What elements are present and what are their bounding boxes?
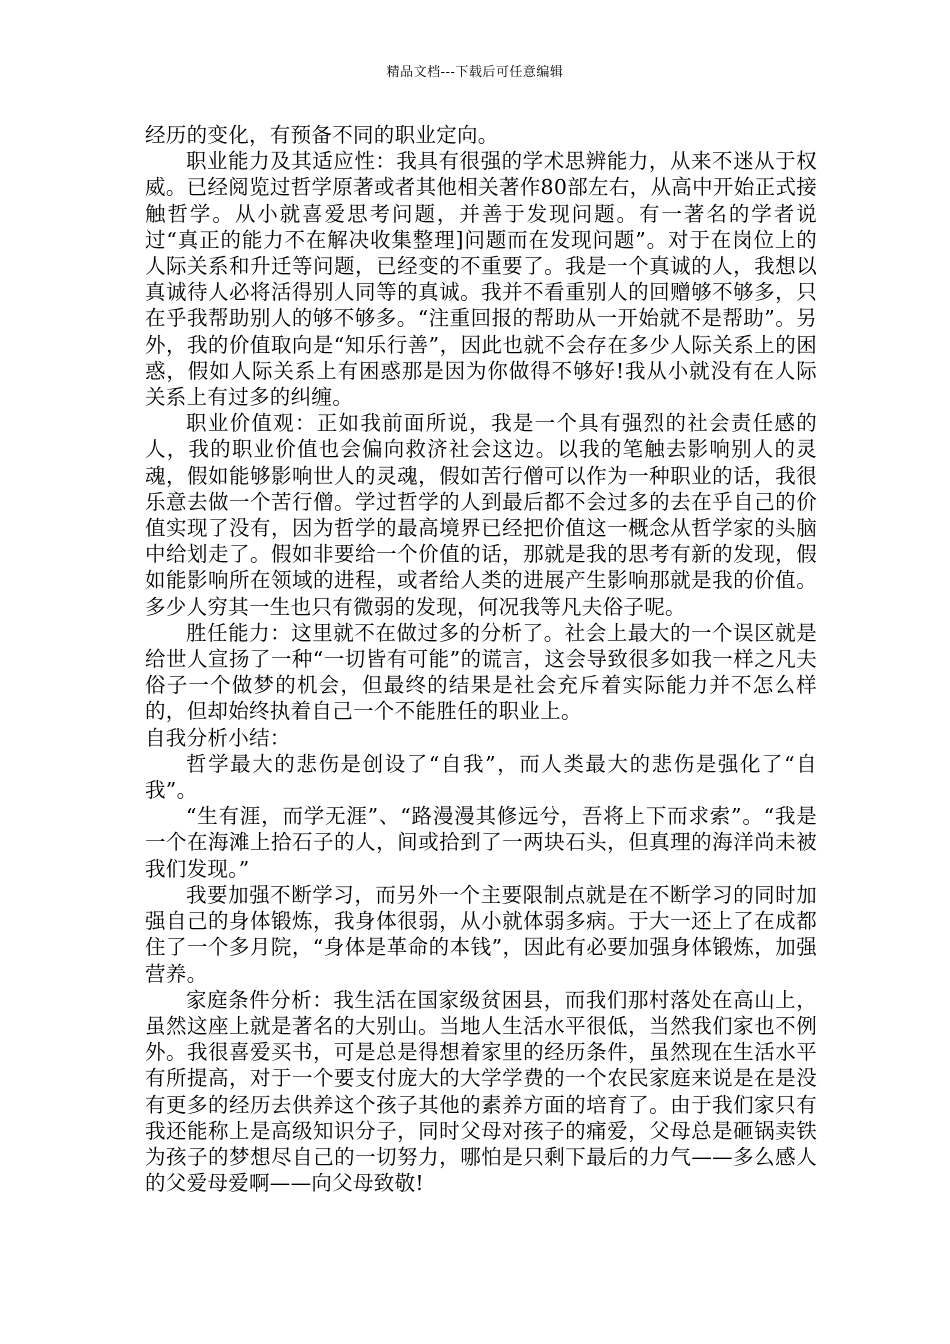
document-body xyxy=(145,122,817,1196)
paragraph-philosophy-self: 哲学最大的悲伤是创设了“自我”，而人类最大的悲伤是强化了“自我”。 xyxy=(145,751,817,803)
paragraph-family-conditions: 家庭条件分析：我生活在国家级贫困县，而我们那村落处在高山上，虽然这座上就是著名的大别山。当地人生活水平很低，当然我们家也不例外。我很喜爱买书，可是总是得想着家里的经历条件，虽然现在生活水平有所提高，对于一个要支付庞大的大学学费的一个农民家庭来说是在是没有更多的经历去供养这个孩子其他的素养方面的培育了。由于我们家只有我还能称上是高级知识分子，同时父母对孩子的痛爱，父母总是砸锅卖铁为孩子的梦想尽自己的一切努力，哪怕是只剩下最后的力气——多么感人的父爱母爱啊——向父母致敬! xyxy=(145,987,817,1196)
paragraph-career-ability: 职业能力及其适应性：我具有很强的学术思辨能力，从来不迷从于权威。已经阅览过哲学原著或者其他相关著作80部左右，从高中开始正式接触哲学。从小就喜爱思考问题，并善于发现问题。有一著名的学者说过“真正的能力不在解决收集整理]问题而在发现问题”。对于在岗位上的人际关系和升迁等问题，已经变的不重要了。我是一个真诚的人，我想以真诚待人必将活得别人同等的真诚。我并不看重别人的回赠够不够多，只在乎我帮助别人的够不够多。“注重回报的帮助从一开始就不是帮助”。另外，我的价值取向是“知乐行善”，因此也就不会存在多少人际关系上的困惑，假如人际关系上有困惑那是因为你做得不够好!我从小就没有在人际关系上有过多的纠缠。 xyxy=(145,149,817,410)
paragraph-quotes: “生有涯，而学无涯”、“路漫漫其修远兮，吾将上下而求索”。“我是一个在海滩上拾石子的人，间或拾到了一两块石头，但真理的海洋尚未被我们发现。” xyxy=(145,804,817,881)
paragraph-health: 我要加强不断学习，而另外一个主要限制点就是在不断学习的同时加强自己的身体锻炼，我身体很弱，从小就体弱多病。于大一还上了在成都住了一个多月院，“身体是革命的本钱”，因此有必要加强身体锻炼，加强营养。 xyxy=(145,882,817,986)
paragraph-competence: 胜任能力：这里就不在做过多的分析了。社会上最大的一个误区就是给世人宣扬了一种“一切皆有可能”的谎言，这会导致很多如我一样之凡夫俗子一个做梦的机会，但最终的结果是社会充斥着实际能力并不怎么样的，但却始终执着自己一个不能胜任的职业上。 xyxy=(145,620,817,724)
page-header: 精品文档---下载后可任意编辑 xyxy=(386,65,564,80)
paragraph-continuation: 经历的变化，有预备不同的职业定向。 xyxy=(145,123,499,147)
section-heading-self-summary: 自我分析小结： xyxy=(145,725,291,750)
paragraph-career-values: 职业价值观：正如我前面所说，我是一个具有强烈的社会责任感的人，我的职业价值也会偏向救济社会这边。以我的笔触去影响别人的灵魂，假如能够影响世人的灵魂，假如苦行僧可以作为一种职业的话，我很乐意去做一个苦行僧。学过哲学的人到最后都不会过多的去在乎自己的价值实现了没有，因为哲学的最高境界已经把价值这一概念从哲学家的头脑中给划走了。假如非要给一个价值的话，那就是我的思考有新的发现，假如能影响所在领域的进程，或者给人类的进展产生影响那就是我的价值。多少人穷其一生也只有微弱的发现，何况我等凡夫俗子呢。 xyxy=(145,411,817,619)
